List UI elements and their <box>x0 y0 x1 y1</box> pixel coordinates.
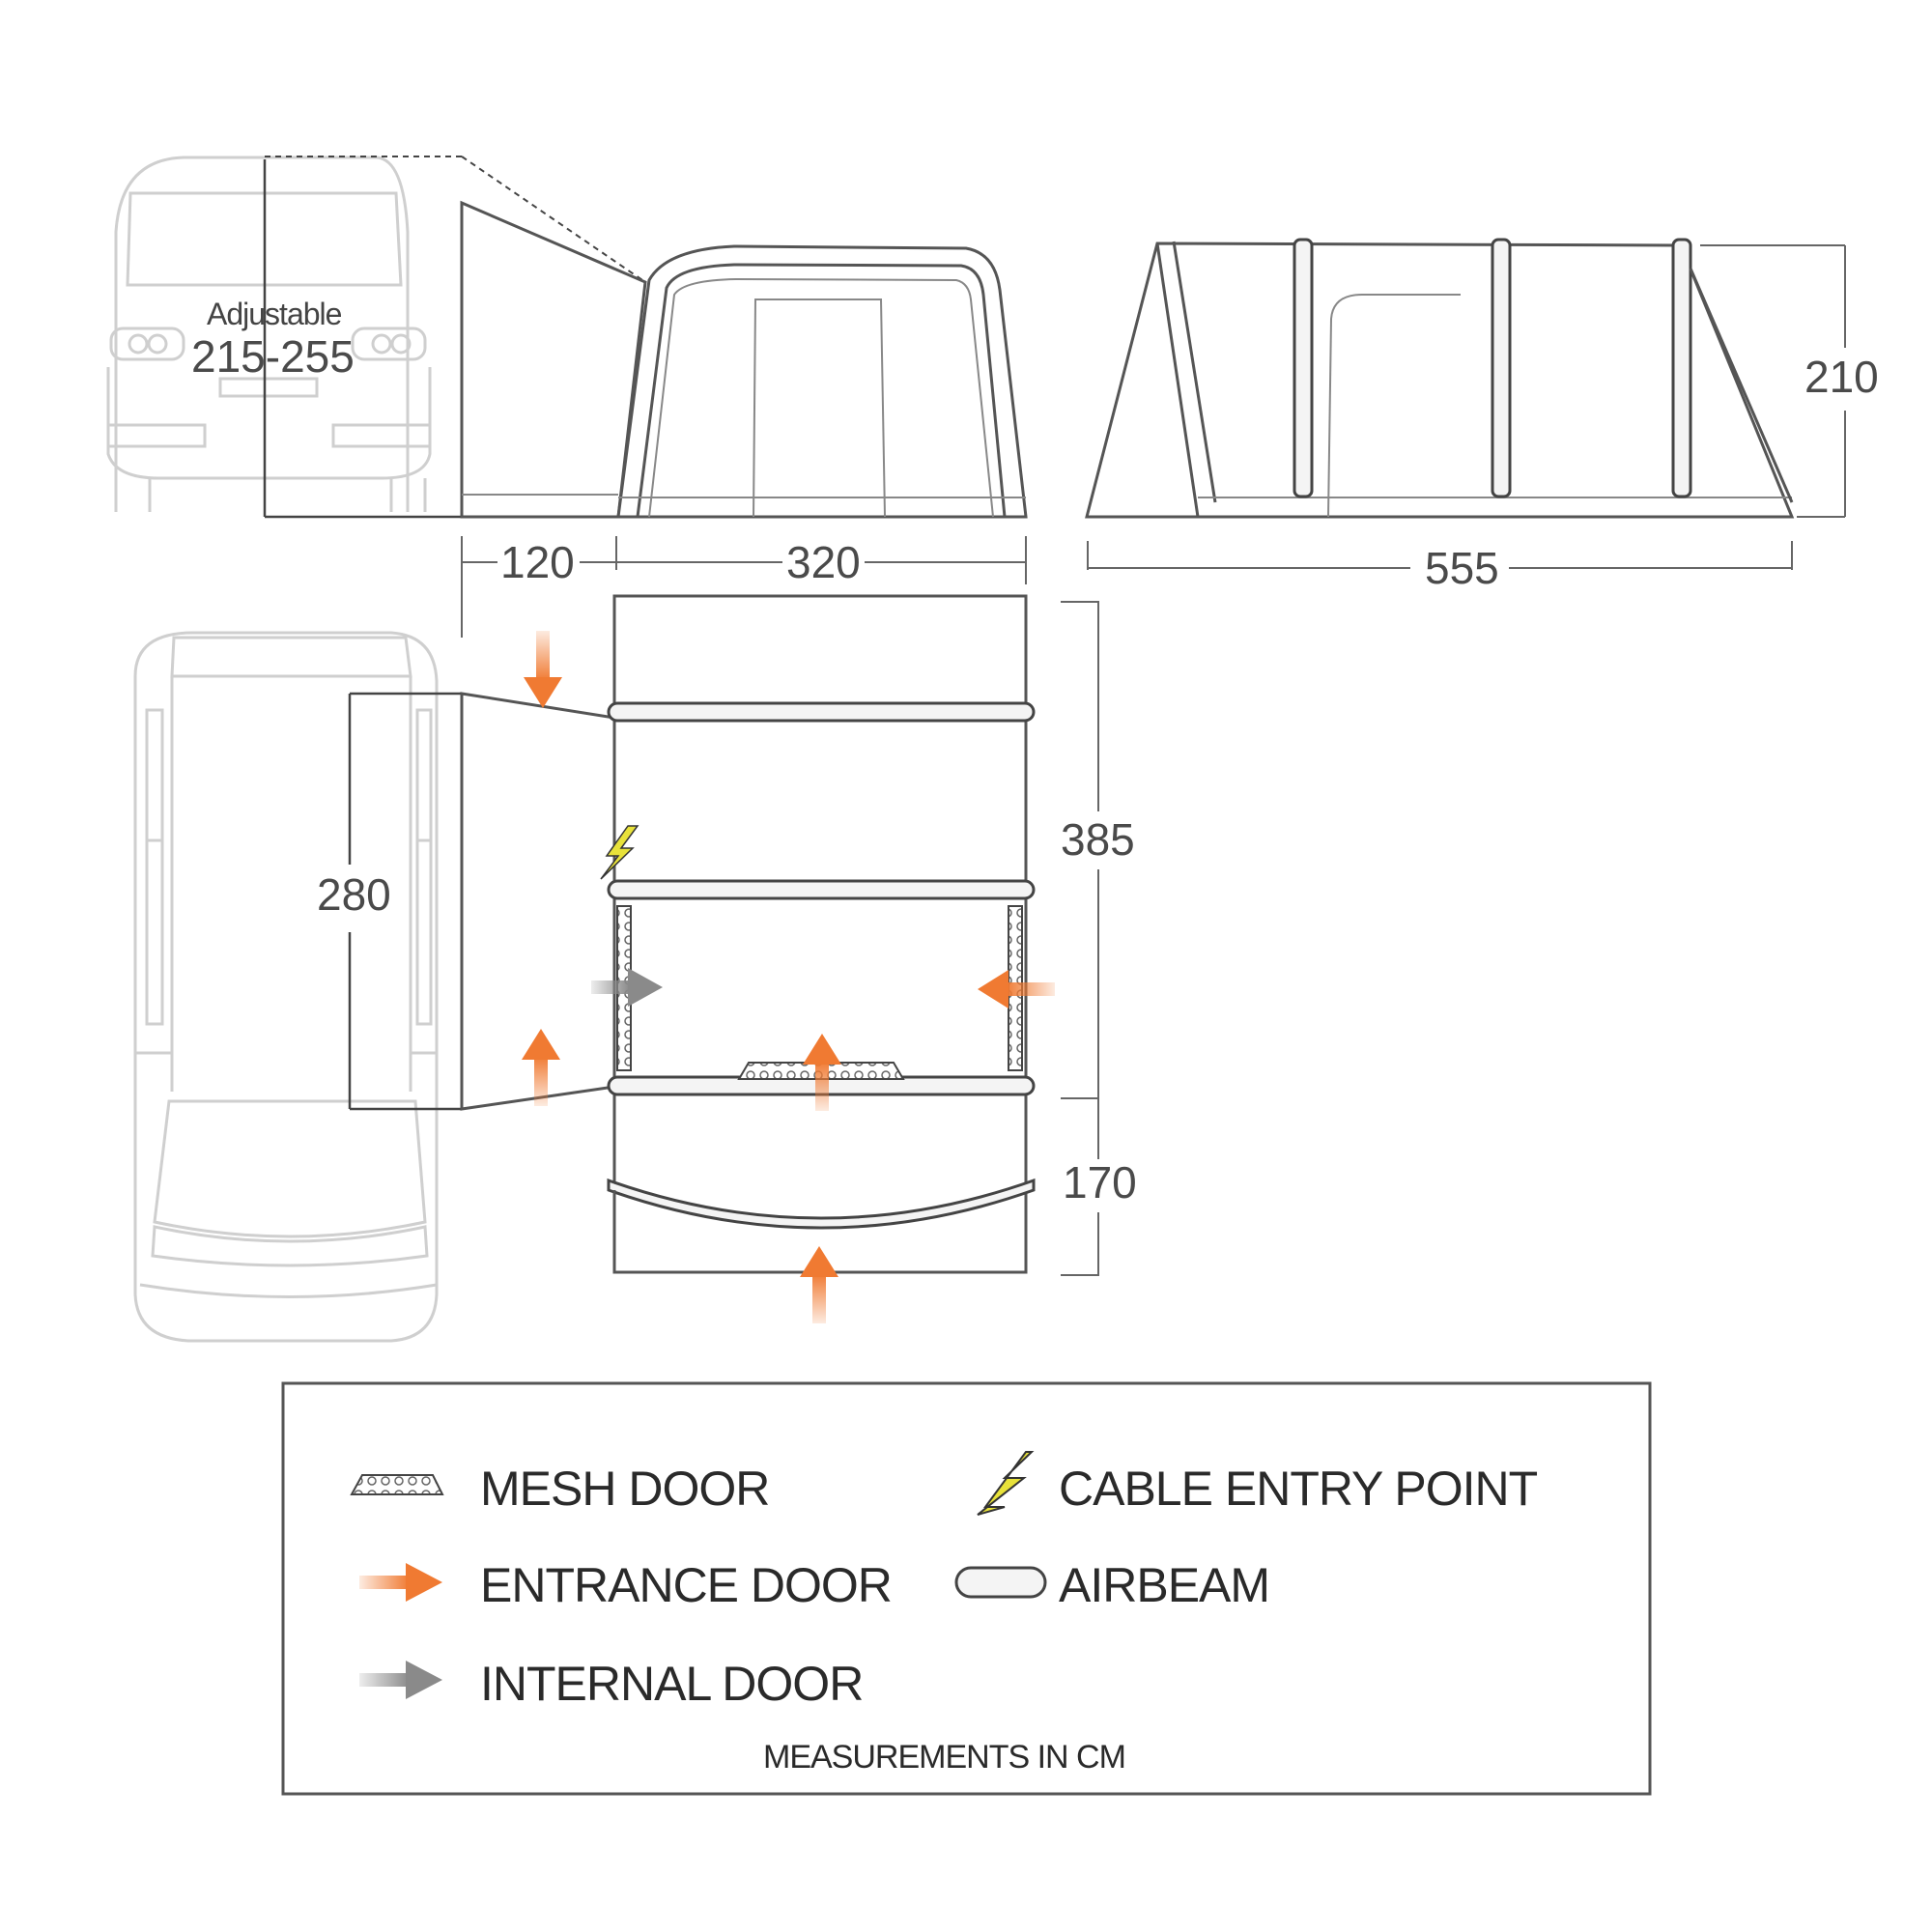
floor-porch-length-label: 170 <box>1063 1157 1137 1208</box>
floor-length-total-label: 385 <box>1061 814 1135 865</box>
legend-airbeam-icon <box>956 1568 1045 1597</box>
tent-height-label: 210 <box>1804 352 1879 402</box>
annex-depth-label: 280 <box>317 869 391 920</box>
legend-cable-entry-label: CABLE ENTRY POINT <box>1059 1462 1538 1516</box>
legend-mesh-door-label: MESH DOOR <box>480 1462 770 1516</box>
legend-entrance-door-label: ENTRANCE DOOR <box>480 1558 892 1612</box>
measurements-note: MEASUREMENTS IN CM <box>763 1739 1125 1776</box>
adjustable-height-value: 215-255 <box>191 331 355 382</box>
van-top-view <box>135 633 437 1341</box>
length-view-tent <box>1087 240 1792 517</box>
tent-length-label: 555 <box>1425 543 1499 593</box>
adjustable-label: Adjustable <box>207 297 342 331</box>
main-width-label: 320 <box>786 537 861 587</box>
annex-width-label: 120 <box>500 537 575 587</box>
side-view-tent <box>462 203 1026 517</box>
legend-airbeam-label: AIRBEAM <box>1059 1558 1270 1612</box>
entrance-arrow-annex-top <box>524 631 562 708</box>
legend-mesh-door-icon <box>352 1475 442 1494</box>
legend-internal-door-label: INTERNAL DOOR <box>480 1657 864 1711</box>
